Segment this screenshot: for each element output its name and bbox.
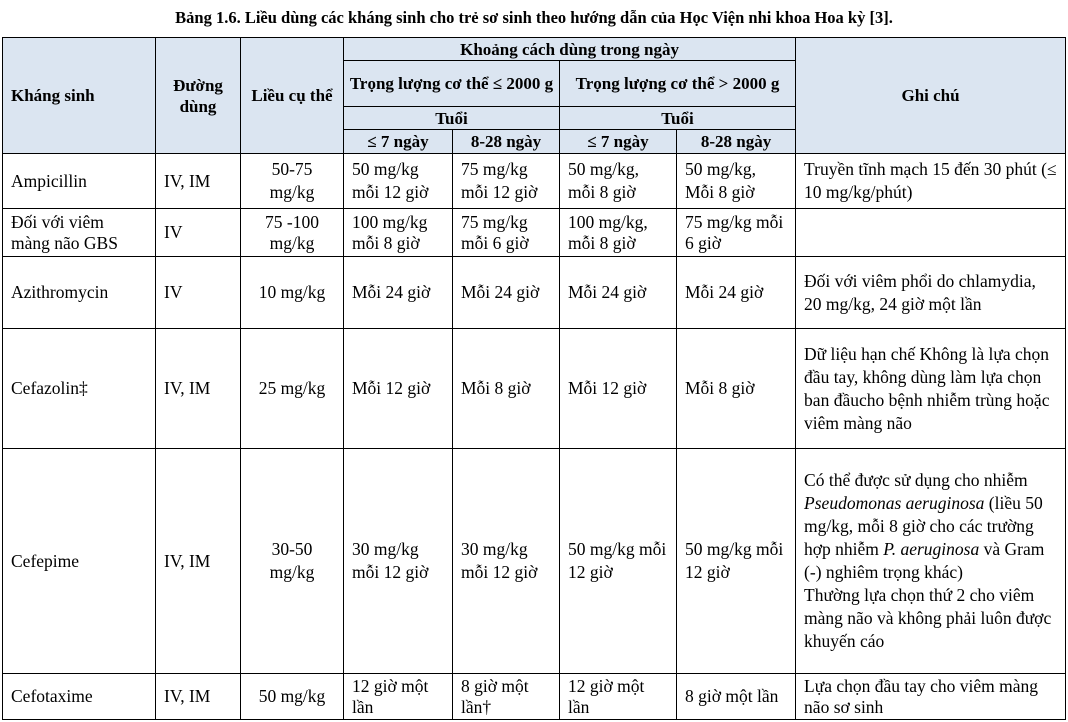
cell-interval: 100 mg/kg mỗi 8 giờ bbox=[344, 209, 453, 257]
cell-route: IV bbox=[156, 257, 241, 329]
header-age-8-28: 8-28 ngày bbox=[677, 130, 796, 154]
cell-notes: Đối với viêm phổi do chlamydia, 20 mg/kg, 24 giờ một lần bbox=[796, 257, 1066, 329]
table-row bbox=[3, 329, 1066, 449]
cell-interval: Mỗi 24 giờ bbox=[677, 257, 796, 329]
note-organism: Pseudomonas aeruginosa bbox=[804, 493, 985, 513]
cell-interval: 12 giờ một lần bbox=[560, 674, 677, 720]
cell-antibiotic: Azithromycin bbox=[3, 257, 156, 329]
cell-interval: 50 mg/kg mỗi 12 giờ bbox=[344, 154, 453, 209]
cell-interval: Mỗi 24 giờ bbox=[453, 257, 560, 329]
table-row bbox=[3, 209, 1066, 257]
header-age: Tuổi bbox=[560, 107, 796, 130]
cell-dose: 50-75 mg/kg bbox=[241, 154, 344, 209]
cell-dose: 25 mg/kg bbox=[241, 329, 344, 449]
header-age: Tuổi bbox=[344, 107, 560, 130]
cell-notes: Lựa chọn đầu tay cho viêm màng não sơ sinh bbox=[796, 674, 1066, 720]
antibiotic-dosing-table bbox=[2, 37, 1066, 720]
cell-interval: 12 giờ một lần bbox=[344, 674, 453, 720]
table-row bbox=[3, 449, 1066, 674]
cell-route: IV, IM bbox=[156, 674, 241, 720]
cell-dose: 10 mg/kg bbox=[241, 257, 344, 329]
cell-dose: 75 -100 mg/kg bbox=[241, 209, 344, 257]
cell-interval: Mỗi 12 giờ bbox=[344, 329, 453, 449]
cell-interval: Mỗi 24 giờ bbox=[560, 257, 677, 329]
cell-interval: 8 giờ một lần bbox=[677, 674, 796, 720]
cell-dose: 30-50 mg/kg bbox=[241, 449, 344, 674]
note-text: Thường lựa chọn thứ 2 cho viêm màng não và không phải luôn được khuyến cáo bbox=[804, 585, 1052, 651]
cell-antibiotic: Ampicillin bbox=[3, 154, 156, 209]
cell-notes bbox=[796, 209, 1066, 257]
cell-interval: 100 mg/kg, mỗi 8 giờ bbox=[560, 209, 677, 257]
note-text: và Gram (-) nghiêm trọng khác) bbox=[804, 539, 1045, 582]
note-text: Có thể được sử dụng cho nhiễm bbox=[804, 470, 1028, 490]
cell-antibiotic: Cefepime bbox=[3, 449, 156, 674]
note-text: (liều 50 mg/kg, mỗi 8 giờ cho các trường hợp nhiễm bbox=[804, 493, 1043, 559]
table-row bbox=[3, 674, 1066, 720]
cell-interval: 50 mg/kg, mỗi 8 giờ bbox=[560, 154, 677, 209]
cell-interval: Mỗi 8 giờ bbox=[453, 329, 560, 449]
table-row bbox=[3, 257, 1066, 329]
header-antibiotic: Kháng sinh bbox=[3, 38, 156, 154]
cell-interval: Mỗi 8 giờ bbox=[677, 329, 796, 449]
cell-antibiotic: Đối với viêm màng não GBS bbox=[3, 209, 156, 257]
cell-route: IV, IM bbox=[156, 449, 241, 674]
cell-interval: 50 mg/kg mỗi 12 giờ bbox=[560, 449, 677, 674]
cell-route: IV, IM bbox=[156, 154, 241, 209]
cell-interval: 8 giờ một lần† bbox=[453, 674, 560, 720]
cell-interval: 30 mg/kg mỗi 12 giờ bbox=[453, 449, 560, 674]
header-age-le7: ≤ 7 ngày bbox=[344, 130, 453, 154]
cell-route: IV, IM bbox=[156, 329, 241, 449]
cell-interval: 75 mg/kg mỗi 12 giờ bbox=[453, 154, 560, 209]
cell-dose: 50 mg/kg bbox=[241, 674, 344, 720]
cell-interval: Mỗi 24 giờ bbox=[344, 257, 453, 329]
header-weight-gt-2000: Trọng lượng cơ thể > 2000 g bbox=[560, 61, 796, 107]
header-weight-le-2000: Trọng lượng cơ thể ≤ 2000 g bbox=[344, 61, 560, 107]
cell-interval: 75 mg/kg mỗi 6 giờ bbox=[453, 209, 560, 257]
header-interval: Khoảng cách dùng trong ngày bbox=[344, 38, 796, 61]
header-route: Đường dùng bbox=[156, 38, 241, 154]
cell-antibiotic: Cefotaxime bbox=[3, 674, 156, 720]
cell-interval: 50 mg/kg mỗi 12 giờ bbox=[677, 449, 796, 674]
cell-interval: 30 mg/kg mỗi 12 giờ bbox=[344, 449, 453, 674]
cell-interval: Mỗi 12 giờ bbox=[560, 329, 677, 449]
cell-notes: Dữ liệu hạn chế Không là lựa chọn đầu tay, không dùng làm lựa chọn ban đầucho bệnh nhiễm trùng hoặc viêm màng não bbox=[796, 329, 1066, 449]
table-row bbox=[3, 154, 1066, 209]
cell-interval: 75 mg/kg mỗi 6 giờ bbox=[677, 209, 796, 257]
cell-notes bbox=[796, 449, 1066, 674]
cell-interval: 50 mg/kg, Mỗi 8 giờ bbox=[677, 154, 796, 209]
header-age-8-28: 8-28 ngày bbox=[453, 130, 560, 154]
header-notes: Ghi chú bbox=[796, 38, 1066, 154]
note-organism: P. aeruginosa bbox=[883, 539, 980, 559]
header-age-le7: ≤ 7 ngày bbox=[560, 130, 677, 154]
header-dose: Liều cụ thể bbox=[241, 38, 344, 154]
cell-route: IV bbox=[156, 209, 241, 257]
cell-antibiotic: Cefazolin‡ bbox=[3, 329, 156, 449]
cell-notes: Truyền tĩnh mạch 15 đến 30 phút (≤ 10 mg/kg/phút) bbox=[796, 154, 1066, 209]
table-caption: Bảng 1.6. Liều dùng các kháng sinh cho trẻ sơ sinh theo hướng dẫn của Học Viện nhi khoa Hoa kỳ [3]. bbox=[175, 8, 893, 27]
